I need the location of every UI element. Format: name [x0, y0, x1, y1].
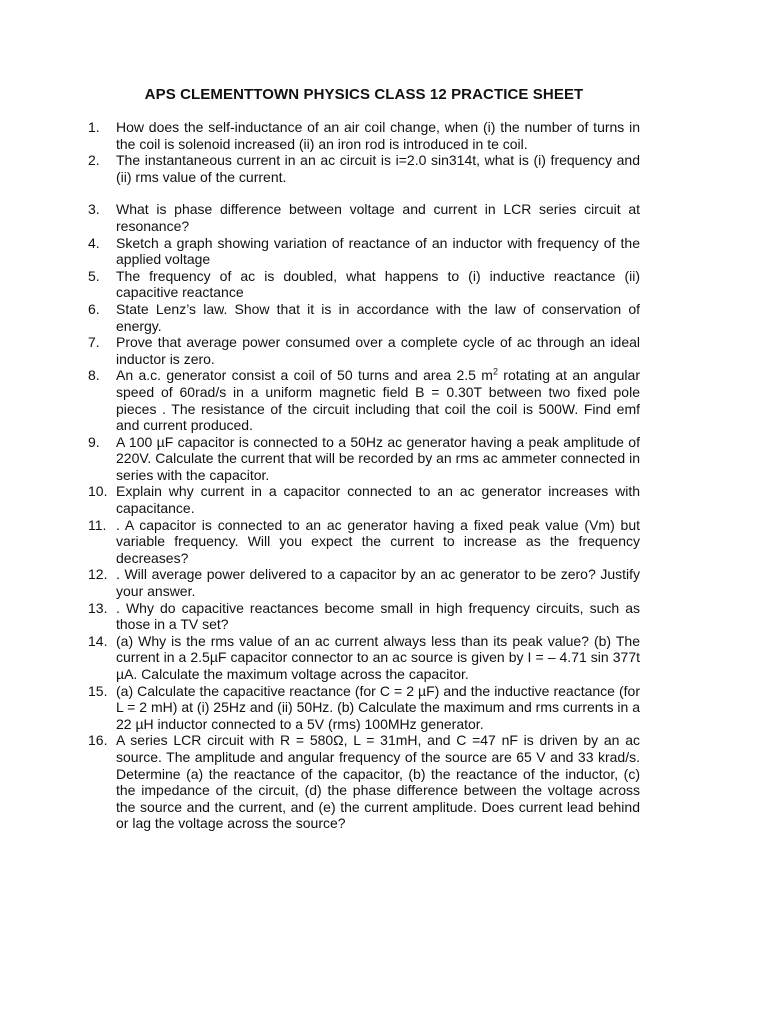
question-item — [88, 483, 640, 516]
question-text: What is phase difference between voltage and current in LCR series circuit at resonance? — [116, 201, 640, 234]
question-number: 10. — [88, 483, 108, 500]
question-text: State Lenz’s law. Show that it is in accordance with the law of conservation of energy. — [116, 300, 640, 334]
question-item — [88, 633, 640, 683]
question-text: How does the self-inductance of an air coil change, when (i) the number of turns in the coil is solenoid increased (ii) an iron rod is introduced in te coil. — [116, 119, 640, 152]
question-number: 5. — [88, 267, 100, 284]
superscript: 2 — [492, 366, 498, 377]
question-text: Explain why current in a capacitor connected to an ac generator increases with capacitance. — [116, 483, 640, 517]
question-item — [88, 566, 640, 599]
question-item — [88, 732, 640, 832]
question-item — [88, 301, 640, 334]
question-number: 4. — [88, 234, 100, 251]
question-number: 9. — [88, 433, 100, 450]
question-number: 11. — [88, 516, 107, 533]
question-item — [88, 268, 640, 301]
question-item — [88, 517, 640, 567]
question-text: . Why do capacitive reactances become small in high frequency circuits, such as those in a TV set? — [116, 599, 640, 633]
question-list — [88, 119, 640, 832]
question-number: 1. — [88, 119, 100, 135]
question-number: 12. — [88, 566, 108, 583]
question-text: A 100 µF capacitor is connected to a 50Hz ac generator having a peak amplitude of 220V. Calculate the current that will be recorded by an rms ac ammeter connected in series with the capacitor. — [116, 433, 640, 483]
question-item — [88, 367, 640, 433]
question-number: 15. — [88, 682, 108, 699]
question-text: A series LCR circuit with R = 580Ω, L = 31mH, and C =47 nF is driven by an ac source. The amplitude and angular frequency of the source are 65 V and 33 krad/s. Determine (a) the reactance of the capacitor, (b) the reactance of the inductor, (c) the impedance of the circuit, (d) the phase difference between the voltage across the source and the current, and (e) the current amplitude. Does current lead behind or lag the voltage across the source? — [116, 732, 640, 832]
question-number: 2. — [88, 152, 100, 169]
question-item — [88, 600, 640, 633]
question-item — [88, 152, 640, 185]
question-item — [88, 235, 640, 268]
question-number: 14. — [88, 632, 108, 649]
question-text — [116, 367, 640, 433]
question-text: Sketch a graph showing variation of reactance of an inductor with frequency of the applied voltage — [116, 234, 640, 268]
question-item — [88, 334, 640, 367]
question-item — [88, 434, 640, 484]
question-number: 13. — [88, 599, 108, 616]
question-text: The frequency of ac is doubled, what happens to (i) inductive reactance (ii) capacitive reactance — [116, 267, 640, 301]
question-number: 16. — [88, 732, 108, 749]
question-text: (a) Calculate the capacitive reactance (for C = 2 µF) and the inductive reactance (for L = 2 mH) at (i) 25Hz and (ii) 50Hz. (b) Calculate the maximum and rms currents in a 22 µH inductor connected to a 5V (rms) 100MHz generator. — [116, 682, 640, 732]
question-number: 8. — [88, 367, 100, 384]
question-number: 6. — [88, 300, 100, 317]
question-item — [88, 201, 640, 234]
question-item — [88, 119, 640, 152]
question-text: . A capacitor is connected to an ac generator having a fixed peak value (Vm) but variable frequency. Will you expect the current to increase as the frequency decreases? — [116, 516, 640, 566]
question-number: 3. — [88, 201, 100, 218]
question-text-part: An a.c. generator consist a coil of 50 turns and area 2.5 m — [116, 367, 493, 384]
question-text: (a) Why is the rms value of an ac current always less than its peak value? (b) The current in a 2.5µF capacitor connector to an ac source is given by I = – 4.71 sin 377t µA. Calculate the maximum voltage across the capacitor. — [116, 632, 640, 682]
question-text: The instantaneous current in an ac circuit is i=2.0 sin314t, what is (i) frequency and (ii) rms value of the current. — [116, 152, 640, 185]
question-text: . Will average power delivered to a capacitor by an ac generator to be zero? Justify your answer. — [116, 566, 640, 600]
page-title: APS CLEMENTTOWN PHYSICS CLASS 12 PRACTICE SHEET — [144, 86, 584, 103]
question-text: Prove that average power consumed over a complete cycle of ac through an ideal inductor is zero. — [116, 334, 640, 367]
question-text-part: rotating at an angular speed of 60rad/s in a uniform magnetic field B = 0.30T between two fixed pole pieces . The resistance of the circuit including that coil the coil is 500W. Find emf and current produced. — [116, 367, 640, 434]
question-number: 7. — [88, 334, 100, 351]
question-item — [88, 683, 640, 733]
